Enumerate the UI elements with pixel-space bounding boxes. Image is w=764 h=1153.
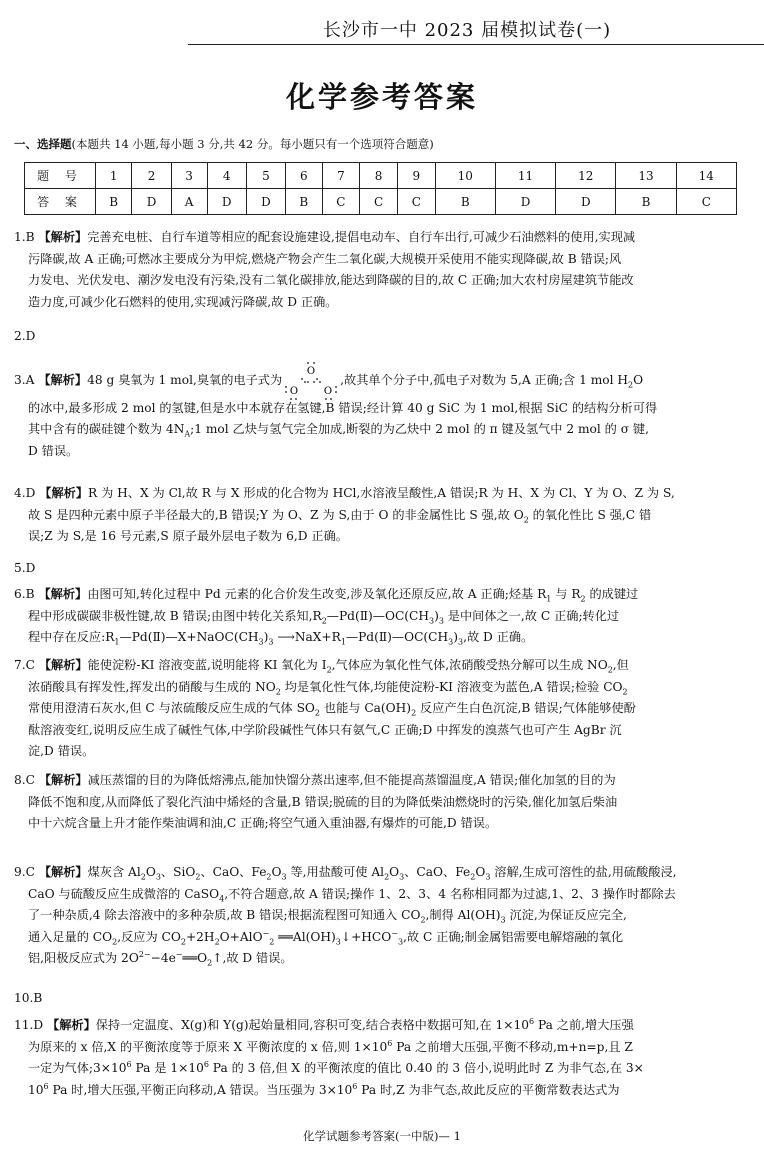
question-number: 3 [171,163,207,189]
question-number: 9 [397,163,435,189]
answer-cell: D [556,189,616,215]
answer-cell: D [207,189,246,215]
analysis-tag: 【解析】 [38,658,88,672]
answer-cell: B [286,189,322,215]
explanation-line: 3.A 【解析】48 g 臭氧为 1 mol,臭氧的电子式为 O O O ,故其单个分子中,孤电子对数为 5,A 正确;含 1 mol $H_2O$ [14,370,749,392]
explanation-line: 误;Z 为 S,是 16 号元素,S 原子最外层电子数为 6,D 正确。 [28,529,348,543]
question-lead: 11.D [14,1018,44,1032]
answer-row-label: 答 案 [25,189,96,215]
question-number: 12 [556,163,616,189]
analysis-tag: 【解析】 [38,865,88,879]
explanation-text: O [633,373,644,387]
explanation-text: 能使淀粉-KI 溶液变蓝,说明能将 KI 氧化为 I [87,658,327,672]
question-number: 2 [132,163,171,189]
answer-cell: B [435,189,495,215]
explanation-text: 保持一定温度、X(g)和 Y(g)起始量相同,容积可变,结合表格中数据可知,在 1×10 [95,1018,530,1032]
question-number: 6 [286,163,322,189]
explanation-text: Pa 时,增大压强,平衡正向移动,A 错误。当压强为 3×10 [48,1082,353,1097]
explanation-text: R 为 H、X 为 Cl,故 R 与 X 形成的化合物为 HCl,水溶液呈酸性,A 错误;R 为 H、X 为 Cl、Y 为 O、Z 为 S, [88,486,675,500]
question-lead: 7.C [14,658,35,672]
explanation-text: 、SiO [160,865,196,879]
question-number: 1 [96,163,132,189]
explanation-text: ,反应为 CO [117,929,181,944]
explanation-text: O+AlO [219,929,263,944]
answer-cell: D [246,189,285,215]
explanation-text: 反应产生白色沉淀,B 错误;气体能够使酚 [416,701,636,715]
explanation-text: O [475,865,486,879]
explanation-line: 常使用澄清石灰水,但 C 与浓硫酸反应生成的气体 $SO_2$ 也能与 $Ca(OH)_2$ 反应产生白色沉淀,B 错误;气体能够使酚 [28,701,636,718]
answer-explanation-7 [14,655,749,763]
explanation-text: 与 R [551,587,581,601]
explanation-line: CaO 与硫酸反应生成微溶的 CaSO$_4$,不符合题意,故 A 错误;操作 1、2、3、4 名称相同都为过滤,1、2、3 操作时都除去 [28,886,676,903]
answer-table-answer-row [25,189,737,215]
question-number: 13 [616,163,676,189]
explanation-line: 中十六烷含量上升才能作柴油调和油,C 正确;将空气通入重油器,有爆炸的可能,D 错误。 [28,816,498,830]
answer-cell: C [397,189,435,215]
explanation-line: 11.D 【解析】保持一定温度、X(g)和 Y(g)起始量相同,容积可变,结合表格中数据可知,在 $1\times 10^6$ Pa 之前,增大压强 [14,1016,634,1032]
answer-explanation-4 [14,483,749,548]
explanation-text: 了一种杂质,4 除去溶液中的多种杂质,故 B 错误;根据流程图可知通入 CO [28,908,421,922]
explanation-text: 、CaO、Fe [200,865,267,879]
number-row-label: 题 号 [25,163,96,189]
explanation-text: 沉淀,为保证反应完全, [505,908,627,922]
explanation-line: 故 S 是四种元素中原子半径最大的,B 错误;Y 为 O、Z 为 S,由于 O 的非金属性比 S 强,故 $O_2$ 的氧化性比 S 强,C 错 [28,507,652,524]
page-footer: 化学试题参考答案(一中版)— 1 [303,1129,461,1143]
analysis-tag: 【解析】 [38,230,88,244]
explanation-line: 一定为气体$;3\times 10^6$ Pa 是 $1\times 10^6$ Pa 的 3 倍,但 X 的平衡浓度的值比 0.40 的 3 倍小,说明此时 Z 为非气态,在 3× [28,1059,644,1075]
question-lead: 9.C [14,865,35,879]
explanation-line: 6.B 【解析】由图可知,转化过程中 Pd 元素的化合价发生改变,涉及氧化还原反应,故 A 正确;烃基 $R_1$ 与 $R_2$ 的成键过 [14,587,639,604]
explanation-text: 程中存在反应:R [28,630,115,644]
answer-cell: A [171,189,207,215]
explanation-text: ,故 C 正确;制金属铝需要电解熔融的氧化 [403,929,624,944]
svg-text:O: O [307,365,316,377]
analysis-tag: 【解析】 [38,773,88,787]
analysis-tag: 【解析】 [47,1018,96,1032]
explanation-line: 淀,D 错误。 [28,744,95,758]
explanation-text: Pa 时,Z 为非气态,故此反应的平衡常数表达式为 [357,1082,620,1097]
explanation-text: ,故 D 正确。 [463,630,534,644]
explanation-text: ) [434,608,439,623]
answer-cell: C [360,189,398,215]
explanation-text: 的氧化性比 S 强,C 错 [528,507,652,522]
question-lead: 8.C [14,773,35,787]
explanation-line: 为原来的 x 倍,X 的平衡浓度等于原来 X 平衡浓度的 x 倍,则 $1\times 10^6$ Pa 之前增大压强,平衡不移动,m+n=p,且 Z [28,1038,633,1054]
explanation-text: O [271,865,282,879]
question-lead: 3.A [14,373,35,387]
explanation-text: 10 [28,1082,44,1097]
answer-explanation-9 [14,862,749,970]
exam-title: 长沙市一中 2023 届模拟试卷(一) [322,20,612,41]
explanation-text: ,但 [612,658,629,672]
explanation-text: O [145,865,156,879]
explanation-text: 煤灰含 Al [87,865,141,879]
explanation-text: 也能与 Ca(OH) [320,701,412,715]
analysis-tag: 【解析】 [39,486,89,500]
section-heading-note: (本题共 14 小题,每小题 3 分,共 42 分。每小题只有一个选项符合题意) [71,137,434,151]
explanation-text: ) [453,630,458,644]
ozone-electron-formula-icon [284,361,338,401]
answer-explanation-8 [14,770,749,835]
question-lead: 10.B [14,991,43,1005]
explanation-text: ,不符合题意,故 A 错误;操作 1、2、3、4 名称相同都为过滤,1、2、3 操作时都除去 [224,886,676,901]
question-number: 4 [207,163,246,189]
answer-explanation-10 [14,988,749,1010]
explanation-text: ↑,故 D 错误。 [212,951,293,965]
question-lead: 4.D [14,486,36,500]
explanation-text: Pa 之前增大压强,平衡不移动,m+n=p,且 Z [392,1039,633,1054]
explanation-line: 铝,阳极反应式为 $2O^{2-}-4e^-══O_2↑$,故 D 错误。 [28,949,293,968]
section-heading-label: 一、选择题 [14,137,72,151]
explanation-text: 为原来的 x 倍,X 的平衡浓度等于原来 X 平衡浓度的 x 倍,则 1×10 [28,1039,388,1054]
explanation-line: 浓硝酸具有挥发性,挥发出的硝酸与生成的 $NO_2$ 均是氧化性气体,均能使淀粉-KI 溶液变为蓝色,A 错误;检验 $CO_2$ [28,679,628,696]
explanation-text: ;1 mol 乙炔与氢气完全加成,断裂的为乙炔中 2 mol 的 π 键及氢气中 2 mol 的 σ 键, [190,422,649,436]
explanation-text: ↓+HCO [340,929,392,944]
explanation-text: 完善充电桩、自行车道等相应的配套设施建设,提倡电动车、自行车出行,可减少石油燃料的使用,实现减 [87,230,636,244]
section-heading [14,136,434,152]
answer-explanation-5 [14,558,749,580]
explanation-text: 是中间体之一,故 C 正确;转化过 [443,608,620,623]
explanation-text: ,故其单个分子中,孤电子对数为 5,A 正确;含 1 mol H [340,373,629,387]
header-rule [188,44,764,45]
answer-explanation-6 [14,584,749,649]
question-lead: 1.B [14,230,35,244]
explanation-text: Pa 之前,增大压强 [534,1018,634,1032]
answer-table-number-row [25,163,737,189]
explanation-text: 一定为气体;3×10 [28,1061,127,1075]
explanation-line: 通入足量的 $CO_2$,反应为 $CO_2+2H_2O+AlO^-_2$ $══Al(OH)_3↓+HCO^-_3$,故 C 正确;制金属铝需要电解熔融的氧化 [28,928,624,946]
question-number: 5 [246,163,285,189]
explanation-text: O [389,865,400,879]
question-lead: 2.D [14,329,36,343]
answer-cell: B [616,189,676,215]
explanation-text: ══Al(OH) [274,929,336,944]
explanation-text: 浓硝酸具有挥发性,挥发出的硝酸与生成的 NO [28,679,276,694]
explanation-text: 铝,阳极反应式为 2O [28,951,139,965]
explanation-line [14,483,749,505]
explanation-line: $10^6$ Pa 时,增大压强,平衡正向移动,A 错误。当压强为 $3\times 10^6$ Pa 时,Z 为非气态,故此反应的平衡常数表达式为 [28,1081,620,1097]
explanation-text: 的成键过 [585,587,639,601]
explanation-text: —Pd(Ⅱ)—OC(CH [326,608,429,623]
explanation-line: 程中存在反应$:R_1—Pd(Ⅱ)—X+NaOC(CH_3)_3$ $⟶NaX+R_1—Pd(Ⅱ)—OC(CH_3)_3$,故 D 正确。 [28,630,534,647]
explanation-line: 酞溶液变红,说明反应生成了碱性气体,中学阶段碱性气体只有氨气,C 正确;D 中挥发的溴蒸气也可产生 AgBr 沉 [28,722,622,737]
explanation-text: 溶解,生成可溶性的盐,用硫酸酸浸, [490,865,677,879]
explanation-line [14,770,749,792]
svg-text:O: O [290,385,299,397]
answer-explanation-3 [14,365,749,462]
explanation-line: 降低不饱和度,从而降低了裂化汽油中烯烃的含量,B 错误;脱硫的目的为降低柴油燃烧时的污染,催化加氢后柴油 [28,794,618,809]
answer-cell: D [495,189,555,215]
explanation-line [14,227,749,249]
explanation-line: 7.C 【解析】能使淀粉-KI 溶液变蓝,说明能将 KI 氧化为 $I_2$,气体应为氧化性气体,浓硝酸受热分解可以生成 $NO_2$,但 [14,658,629,675]
document-title: 化学参考答案 [285,80,478,114]
explanation-line: 程中形成碳碳非极性键,故 B 错误;由图中转化关系知$,R_2—Pd(Ⅱ)—OC(CH_3)_3$ 是中间体之一,故 C 正确;转化过 [28,608,620,625]
answer-cell: D [132,189,171,215]
explanation-text: 由图可知,转化过程中 Pd 元素的化合价发生改变,涉及氧化还原反应,故 A 正确;烃基 R [87,587,547,601]
explanation-text: +2H [185,929,215,944]
explanation-text: 等,用盐酸可使 Al [286,865,385,879]
svg-text:O: O [324,385,333,397]
explanation-text: 通入足量的 CO [28,929,113,944]
explanation-text: Pa 是 1×10 [131,1061,204,1075]
analysis-tag: 【解析】 [38,373,88,387]
explanation-text: ⟶NaX+R [273,630,341,644]
question-lead: 6.B [14,587,35,601]
answer-table [24,162,737,215]
explanation-text: ) [263,630,269,644]
question-number: 7 [322,163,360,189]
explanation-text: 、CaO、Fe [404,865,471,879]
answer-explanation-2 [14,326,749,348]
explanation-text: 均是氧化性气体,均能使淀粉-KI 溶液变为蓝色,A 错误;检验 CO [280,679,623,694]
question-number: 14 [676,163,736,189]
explanation-line: 污降碳,故 A 正确;可燃冰主要成分为甲烷,燃烧产物会产生二氧化碳,大规模开采使用不能实现降碳,故 B 错误;风 [28,251,622,266]
explanation-line: 的冰中,最多形成 2 mol 的氢键,但是水中本就存在氢键,B 错误;经计算 40 g SiC 为 1 mol,根据 SiC 的结构分析可得 [28,400,658,415]
explanation-text: −4e [150,951,176,965]
question-number: 8 [360,163,398,189]
analysis-tag: 【解析】 [38,587,88,601]
answer-explanation-11 [14,1015,749,1101]
explanation-text: Pa 的 3 倍,但 X 的平衡浓度的值比 0.40 的 3 倍小,说明此时 Z 为非气态,在 3× [208,1061,644,1075]
explanation-text: —Pd(Ⅱ)—OC(CH [345,630,449,644]
explanation-line: D 错误。 [28,443,79,458]
explanation-text: —Pd(Ⅱ)—X+NaOC(CH [119,630,259,644]
explanation-line: 了一种杂质,4 除去溶液中的多种杂质,故 B 错误;根据流程图可知通入 $CO_2$,制得 $Al(OH)_3$ 沉淀,为保证反应完全, [28,908,627,925]
answer-explanation-1 [14,227,749,313]
explanation-text: 故 S 是四种元素中原子半径最大的,B 错误;Y 为 O、Z 为 S,由于 O 的非金属性比 S 强,故 O [28,507,524,522]
explanation-text: ,制得 Al(OH) [425,908,501,922]
explanation-line: 其中含有的碳硅键个数为 $4N_A;1$ mol 乙炔与氢气完全加成,断裂的为乙炔中 2 mol 的 π 键及氢气中 2 mol 的 σ 键, [28,422,649,439]
explanation-text: 其中含有的碳硅键个数为 4N [28,422,185,436]
question-lead: 5.D [14,561,36,575]
explanation-text: ══O [182,951,208,965]
answer-cell: B [96,189,132,215]
explanation-line: 造力度,可减少化石燃料的使用,实现减污降碳,故 D 正确。 [28,294,338,309]
explanation-text: 常使用澄清石灰水,但 C 与浓硫酸反应生成的气体 SO [28,701,315,715]
explanation-line: 9.C 【解析】煤灰含 $Al_2O_3$、SiO$_2$、CaO、$Fe_2O_3$ 等,用盐酸可使 $Al_2O_3$、CaO、$Fe_2O_3$ 溶解,生成可溶性的盐,用硫酸酸浸, [14,865,677,882]
question-number: 10 [435,163,495,189]
answer-cell: C [676,189,736,215]
explanation-text: 程中形成碳碳非极性键,故 B 错误;由图中转化关系知,R [28,608,322,623]
explanation-text: CaO 与硫酸反应生成微溶的 CaSO [28,886,220,901]
explanation-text: ,气体应为氧化性气体,浓硝酸受热分解可以生成 NO [331,658,608,672]
explanation-text: 48 g 臭氧为 1 mol,臭氧的电子式为 [87,373,283,387]
explanation-text: 减压蒸馏的目的为降低熔沸点,能加快馏分蒸出速率,但不能提高蒸馏温度,A 错误;催化加氢的目的为 [87,773,616,787]
question-number: 11 [495,163,555,189]
answer-cell: C [322,189,360,215]
explanation-line: 力发电、光伏发电、潮汐发电没有污染,没有二氧化碳排放,能达到降碳的目的,故 C 正确;加大农村房屋建筑节能改 [28,273,634,287]
